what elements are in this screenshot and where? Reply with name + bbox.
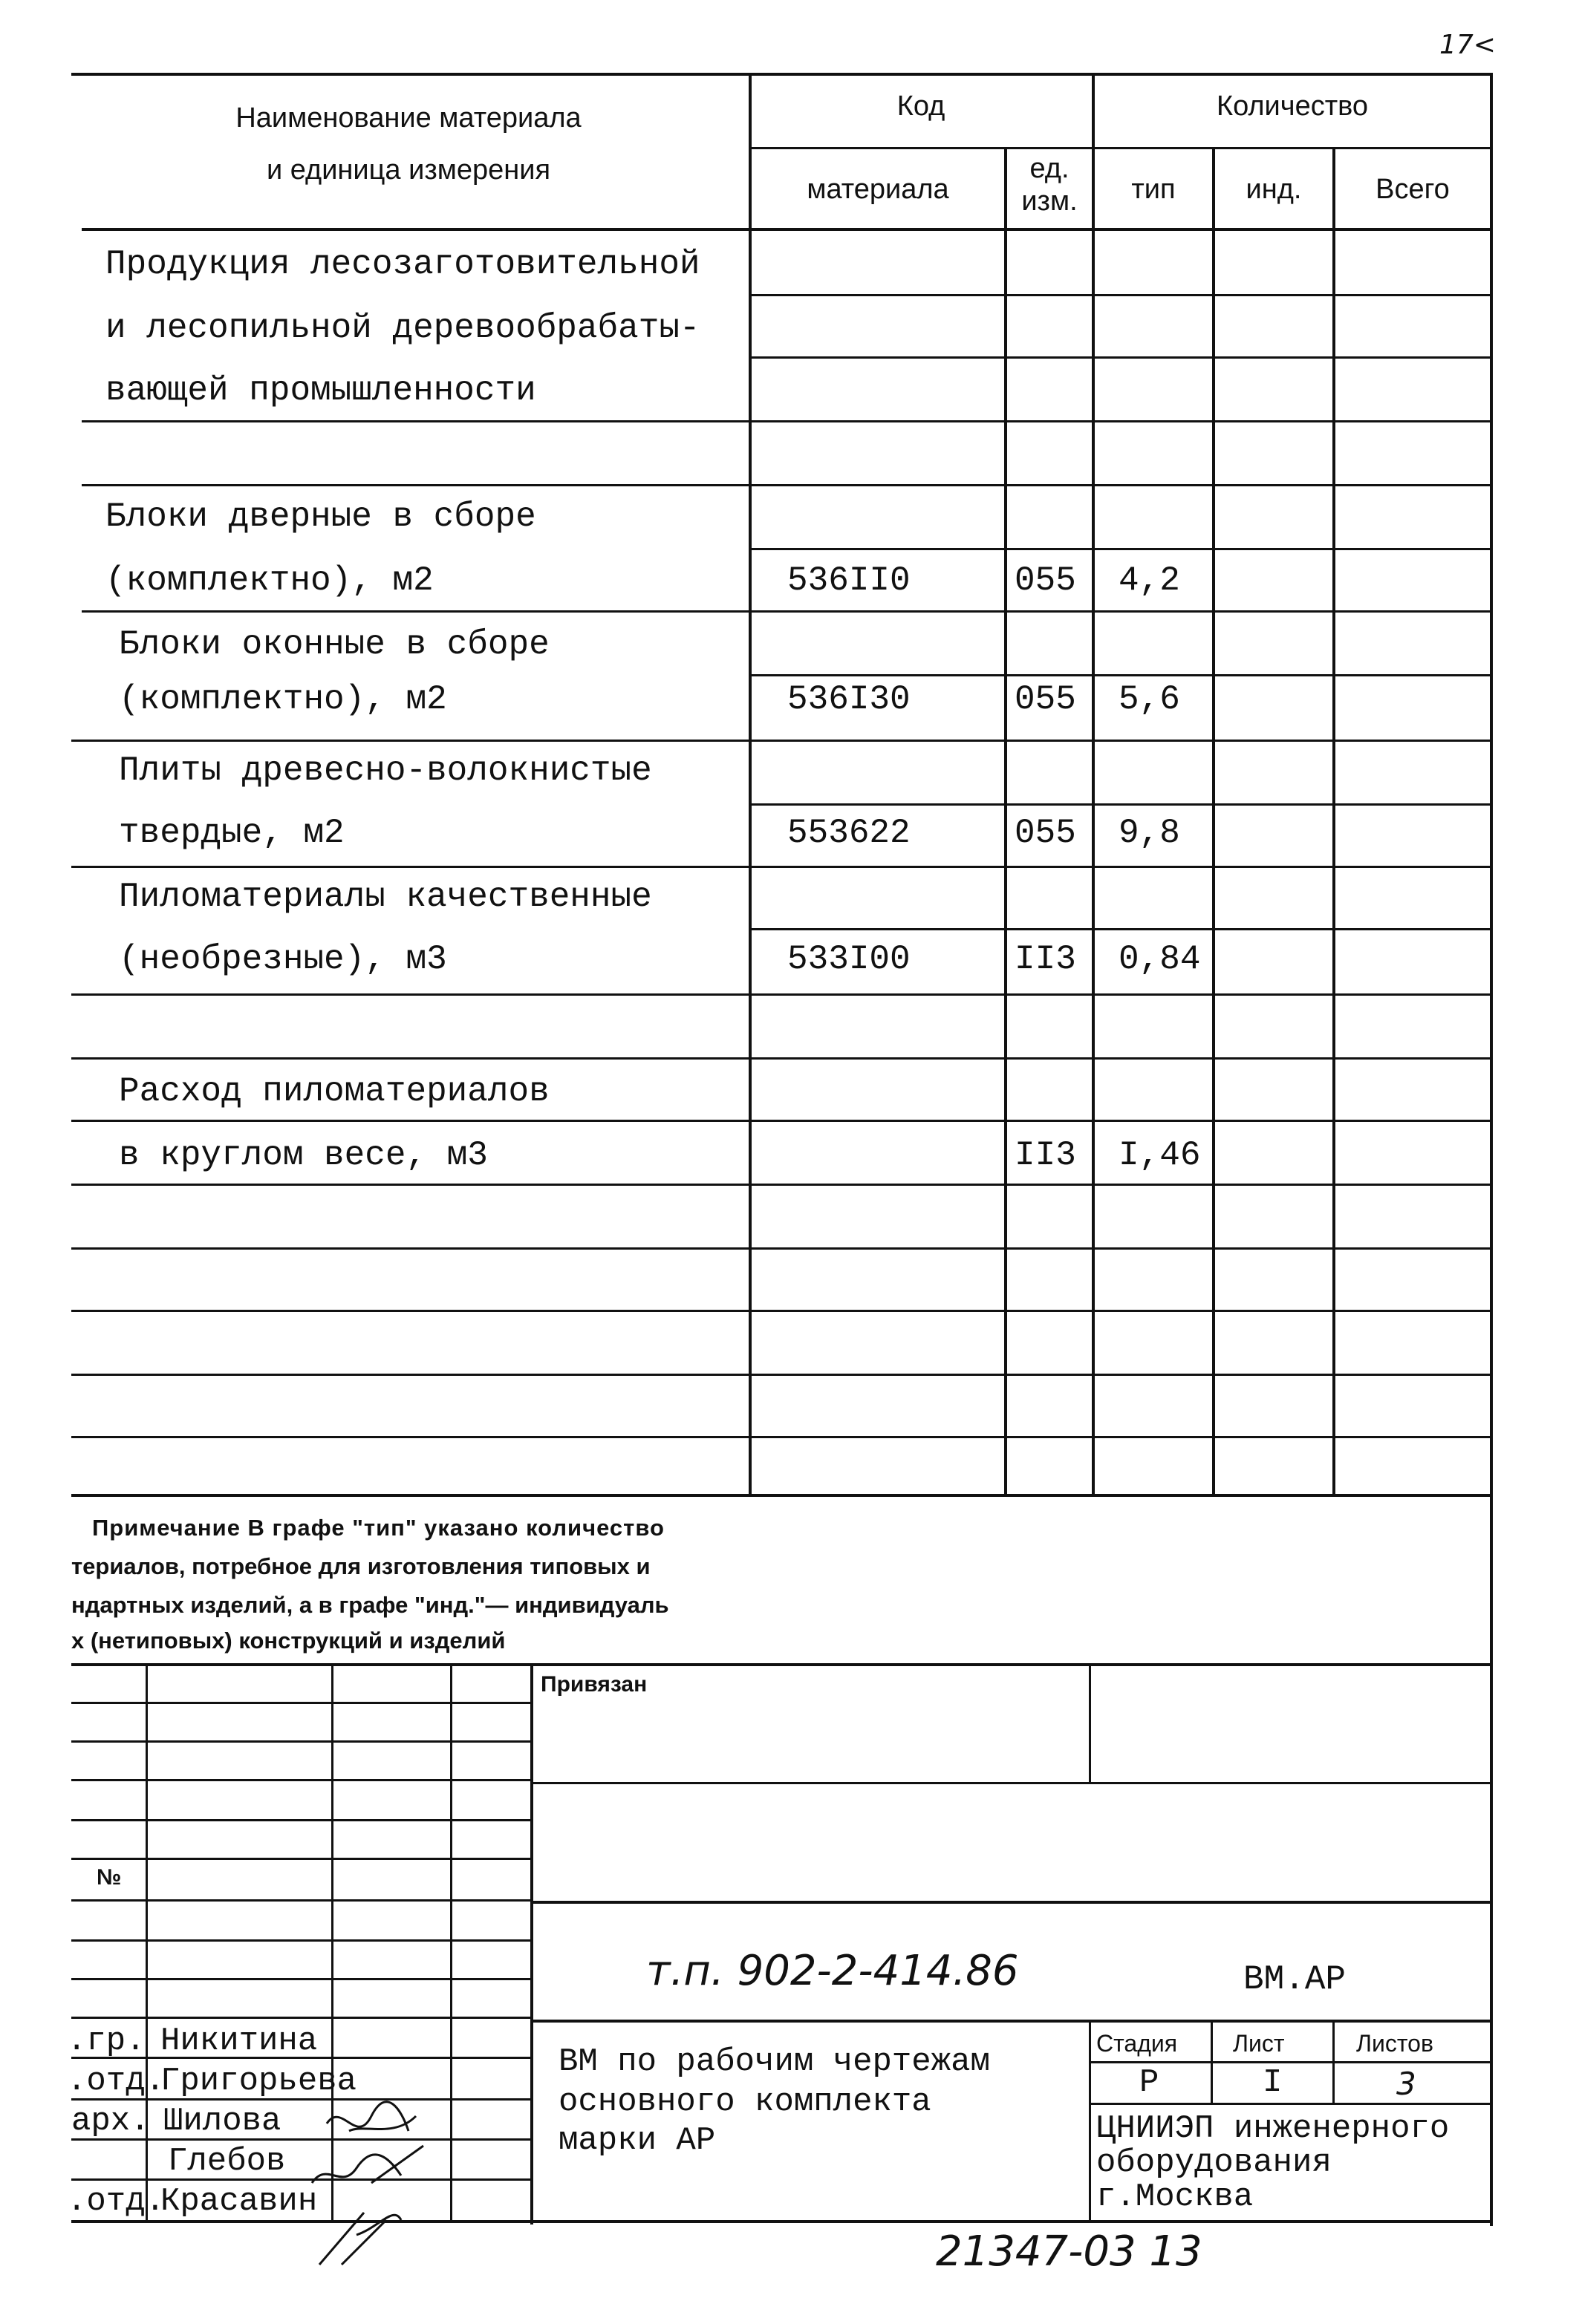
header-quantity: Количество	[1216, 91, 1369, 122]
sheets-label: Листов	[1356, 2030, 1433, 2057]
sheet-value: I	[1263, 2064, 1283, 2101]
attached-label: Привязан	[541, 1672, 648, 1697]
header-material: материала	[807, 174, 949, 205]
signatory-role: .гр.	[67, 2023, 146, 2060]
signatory-role: арх.	[71, 2103, 150, 2140]
org-line2: оборудования	[1096, 2144, 1332, 2181]
note-line2: териалов, потребное для изготовления типовых и	[71, 1553, 651, 1579]
sheet-corner-number: 17<	[1439, 30, 1496, 60]
signatory-name: Никитина	[160, 2023, 318, 2060]
stage-value: Р	[1139, 2064, 1159, 2101]
row-name: (необрезные), м3	[119, 940, 447, 979]
signatory-name: Григорьева	[160, 2063, 357, 2100]
doc-title-line2: основного комплекта	[559, 2083, 931, 2121]
org-line1: ЦНИИЭП инженерного	[1096, 2110, 1450, 2147]
sheet-label: Лист	[1233, 2030, 1285, 2057]
signatory-name: Шилова	[163, 2103, 281, 2140]
header-unit-line2: изм.	[1021, 186, 1078, 217]
row-name: в круглом весе, м3	[119, 1136, 488, 1175]
row-name: вающей промышленности	[105, 371, 536, 410]
project-code: т.п. 902-2-414.86	[646, 1947, 1019, 1995]
signatory-name: Глебов	[168, 2143, 286, 2180]
row-type: 5,6	[1119, 680, 1180, 719]
header-type: тип	[1131, 174, 1176, 205]
row-unit: II3	[1015, 1136, 1076, 1175]
header-total: Всего	[1375, 174, 1450, 205]
footer-number: 21347-03 13	[936, 2227, 1202, 2276]
row-name: Пиломатериалы качественные	[119, 878, 652, 916]
row-name: (комплектно), м2	[105, 561, 434, 600]
note-line3: ндартных изделий, а в графе "инд."— индивидуаль	[71, 1592, 669, 1618]
note-line1: Примечание В графе "тип" указано количество	[92, 1515, 665, 1541]
row-name: Блоки дверные в сборе	[105, 497, 536, 536]
mark-label: ВМ.АР	[1243, 1960, 1347, 1999]
header-unit-line1: ед.	[1029, 153, 1070, 184]
header-name-line2: и единица измерения	[266, 154, 551, 186]
row-code: 553622	[787, 814, 911, 852]
row-name: Расход пиломатериалов	[119, 1072, 550, 1111]
row-code: 536I30	[787, 680, 911, 719]
row-type: I,46	[1119, 1136, 1201, 1175]
signatory-role: .отд.	[67, 2183, 166, 2220]
header-ind: инд.	[1246, 174, 1302, 205]
header-code: Код	[896, 91, 945, 122]
row-type: 4,2	[1119, 561, 1180, 600]
signature-marks	[282, 2079, 505, 2272]
row-unit: 055	[1015, 814, 1076, 852]
row-unit: II3	[1015, 940, 1076, 979]
row-name: (комплектно), м2	[119, 680, 447, 719]
note-line4: х (нетиповых) конструкций и изделий	[71, 1628, 506, 1654]
row-code: 536II0	[787, 561, 911, 600]
signatory-name: Красавин	[160, 2183, 318, 2220]
row-name: Плиты древесно-волокнистые	[119, 751, 652, 790]
signatory-role: .отд.	[67, 2063, 166, 2100]
row-name: твердые, м2	[119, 814, 345, 852]
row-name: Продукция лесозаготовительной	[105, 245, 700, 284]
row-name: и лесопильной деревообрабаты-	[105, 309, 700, 347]
doc-title-line3: марки АР	[559, 2122, 716, 2159]
org-line3: г.Москва	[1096, 2178, 1254, 2216]
header-name-line1: Наименование материала	[235, 102, 582, 134]
stage-label: Стадия	[1096, 2030, 1178, 2057]
doc-title-line1: ВМ по рабочим чертежам	[559, 2043, 990, 2080]
row-type: 9,8	[1119, 814, 1180, 852]
row-unit: 055	[1015, 561, 1076, 600]
row-name: Блоки оконные в сборе	[119, 625, 550, 664]
sheets-value: 3	[1396, 2066, 1416, 2102]
row-type: 0,84	[1119, 940, 1201, 979]
number-label: №	[97, 1865, 122, 1890]
row-code: 533I00	[787, 940, 911, 979]
row-unit: 055	[1015, 680, 1076, 719]
